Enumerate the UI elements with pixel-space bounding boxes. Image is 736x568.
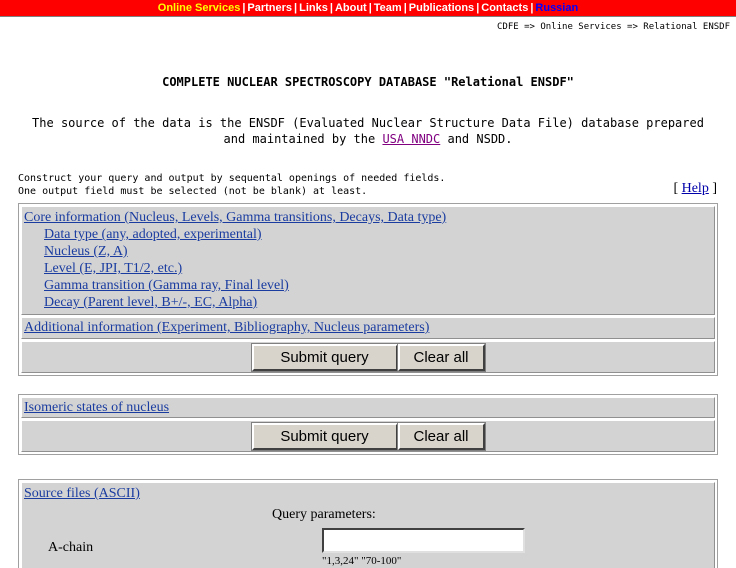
top-nav-bar [0, 0, 736, 16]
nav-about[interactable]: About [334, 2, 367, 14]
nav-separator: | [530, 2, 534, 14]
a-chain-input[interactable] [322, 528, 525, 553]
instructions-line-1: Construct your query and output by sequental openings of needed fields. [18, 173, 446, 184]
nav-separator: | [329, 2, 333, 14]
isomeric-section [21, 397, 715, 418]
help-bracket-close: ] [708, 181, 717, 196]
nav-separator: | [368, 2, 372, 14]
nav-team[interactable]: Team [373, 2, 402, 14]
decay-link[interactable]: Decay (Parent level, B+/-, EC, Alpha) [44, 295, 258, 310]
nav-publications[interactable]: Publications [408, 2, 475, 14]
additional-info-section [21, 317, 715, 339]
nav-divider [0, 16, 736, 17]
instructions-line-2: One output field must be selected (not be blank) at least. [18, 186, 368, 197]
breadcrumb: CDFE => Online Services => Relational ENSDF [497, 22, 730, 32]
gamma-transition-link[interactable]: Gamma transition (Gamma ray, Final level) [44, 278, 289, 293]
nav-separator: | [403, 2, 407, 14]
isomeric-clear-all-button[interactable]: Clear all [398, 423, 485, 450]
clear-all-button[interactable]: Clear all [398, 344, 485, 371]
intro-text-end: and NSDD. [440, 132, 513, 146]
nav-online-services[interactable]: Online Services [157, 2, 241, 14]
help-link[interactable]: Help [681, 181, 709, 196]
help-container [673, 181, 717, 197]
source-files-section [21, 482, 715, 568]
a-chain-hint: "1,3,24" "70-100" [322, 555, 402, 567]
query-parameters-label: Query parameters: [272, 507, 376, 522]
isomeric-query-panel [18, 394, 718, 455]
isomeric-button-row [21, 420, 715, 452]
source-files-link[interactable]: Source files (ASCII) [24, 486, 140, 501]
page-title: COMPLETE NUCLEAR SPECTROSCOPY DATABASE "Relational ENSDF" [162, 75, 574, 89]
core-info-section [21, 206, 715, 315]
isomeric-submit-query-button[interactable]: Submit query [252, 423, 398, 450]
isomeric-states-link[interactable]: Isomeric states of nucleus [24, 400, 170, 415]
additional-info-link[interactable]: Additional information (Experiment, Bibliography, Nucleus parameters) [24, 320, 430, 335]
help-bracket-open: [ [673, 181, 682, 196]
nav-links[interactable]: Links [299, 2, 328, 14]
usa-nndc-link[interactable]: USA NNDC [382, 132, 441, 146]
a-chain-label: A-chain [48, 540, 94, 555]
intro-text-start: The source of the data is the ENSDF (Evaluated Nuclear Structure Data File) database prepared and maintained by the [32, 116, 704, 146]
source-files-panel [18, 479, 718, 568]
nav-contacts[interactable]: Contacts [481, 2, 529, 14]
intro-text [20, 115, 716, 147]
data-type-link[interactable]: Data type (any, adopted, experimental) [44, 227, 262, 242]
core-button-row [21, 341, 715, 373]
nucleus-link[interactable]: Nucleus (Z, A) [44, 244, 128, 259]
nav-separator: | [294, 2, 298, 14]
core-query-panel [18, 203, 718, 376]
nav-separator: | [476, 2, 480, 14]
core-info-link[interactable]: Core information (Nucleus, Levels, Gamma transitions, Decays, Data type) [24, 210, 447, 225]
instructions [18, 172, 445, 198]
nav-partners[interactable]: Partners [247, 2, 293, 14]
nav-separator: | [242, 2, 246, 14]
nav-russian[interactable]: Russian [535, 2, 579, 14]
level-link[interactable]: Level (E, JPI, T1/2, etc.) [44, 261, 183, 276]
submit-query-button[interactable]: Submit query [252, 344, 398, 371]
